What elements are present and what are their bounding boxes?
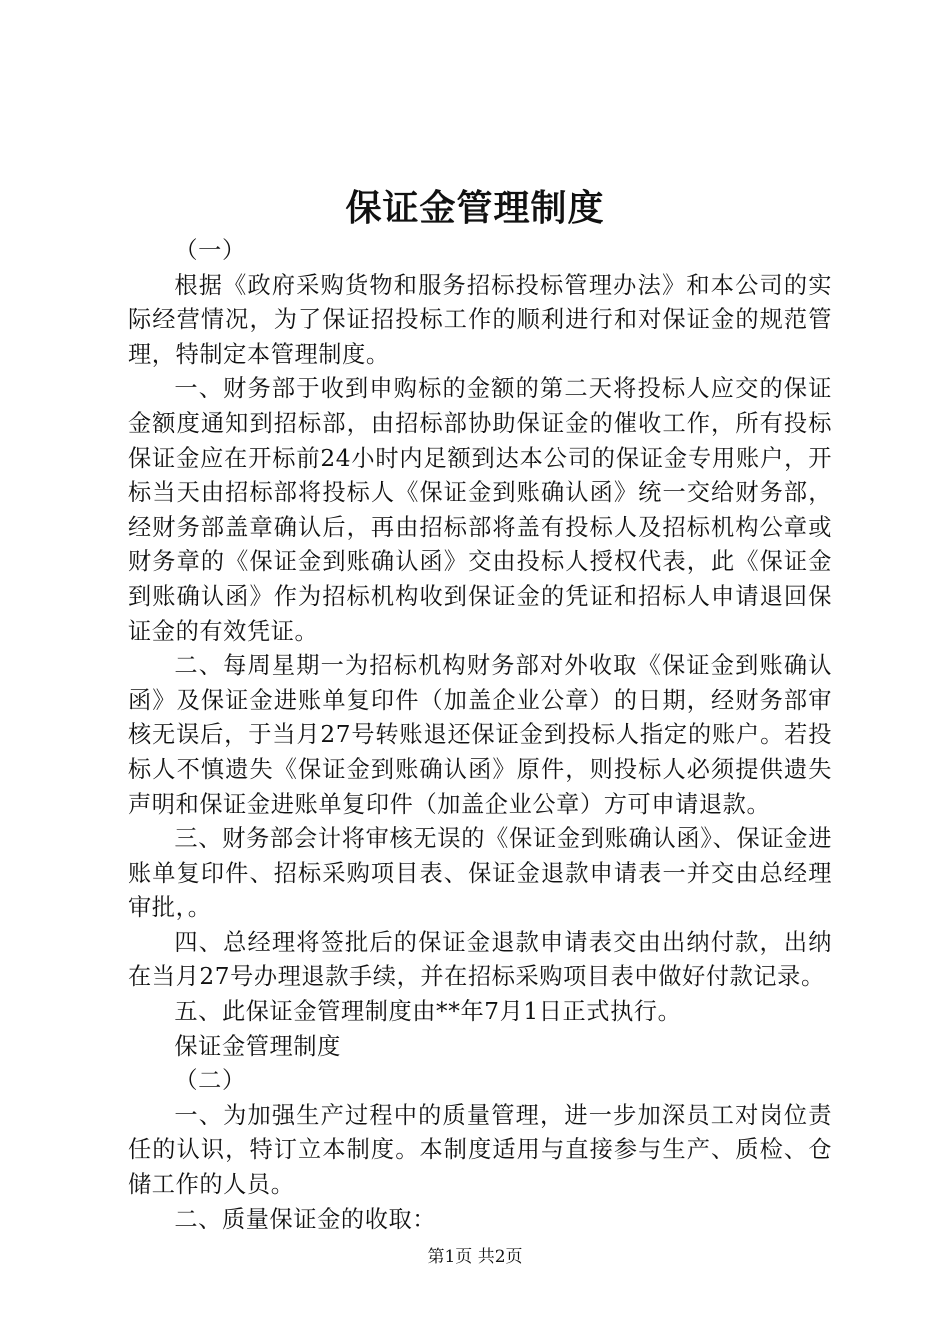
paragraph-clause-2: 二、每周星期一为招标机构财务部对外收取《保证金到账确认函》及保证金进账单复印件（加盖企业公章）的日期，经财务部审核无误后，于当月27号转账退还保证金到投标人指定的账户。若投标人不慎遗失《保证金到账确认函》原件，则投标人必须提供遗失声明和保证金进账单复印件（加盖企业公章）方可申请退款。	[128, 652, 832, 818]
paragraph-clause-1: 一、财务部于收到申购标的金额的第二天将投标人应交的保证金额度通知到招标部，由招标部协助保证金的催收工作，所有投标保证金应在开标前24小时内足额到达本公司的保证金专用账户，开标当天由招标部将投标人《保证金到账确认函》统一交给财务部，经财务部盖章确认后，再由招标部将盖有投标人及招标机构公章或财务章的《保证金到账确认函》交由投标人授权代表，此《保证金到账确认函》作为招标机构收到保证金的凭证和招标人申请退回保证金的有效凭证。	[128, 375, 832, 645]
document-body	[128, 234, 832, 1237]
paragraph-clause-4: 四、总经理将签批后的保证金退款申请表交由出纳付款，出纳在当月27号办理退款手续，并在招标采购项目表中做好付款记录。	[128, 928, 832, 991]
subtitle-repeat: 保证金管理制度	[174, 1032, 341, 1060]
paragraph-clause-3: 三、财务部会计将审核无误的《保证金到账确认函》、保证金进账单复印件、招标采购项目表、保证金退款申请表一并交由总经理审批，。	[128, 825, 832, 922]
paragraph-part2-clause-2: 二、质量保证金的收取：	[174, 1205, 437, 1233]
paragraph-clause-5: 五、此保证金管理制度由**年7月1日正式执行。	[174, 998, 682, 1026]
paragraph-part2-clause-1: 一、为加强生产过程中的质量管理，进一步加深员工对岗位责任的认识，特订立本制度。本制度适用与直接参与生产、质检、仓储工作的人员。	[128, 1101, 832, 1199]
paragraph-intro: 根据《政府采购货物和服务招标投标管理办法》和本公司的实际经营情况，为了保证招投标工作的顺利进行和对保证金的规范管理，特制定本管理制度。	[128, 271, 832, 368]
document-title: 保证金管理制度	[345, 187, 605, 229]
section-marker-1: （一）	[174, 237, 246, 264]
page-footer: 第1页 共2页	[427, 1247, 523, 1267]
section-marker-2: （二）	[174, 1067, 246, 1095]
